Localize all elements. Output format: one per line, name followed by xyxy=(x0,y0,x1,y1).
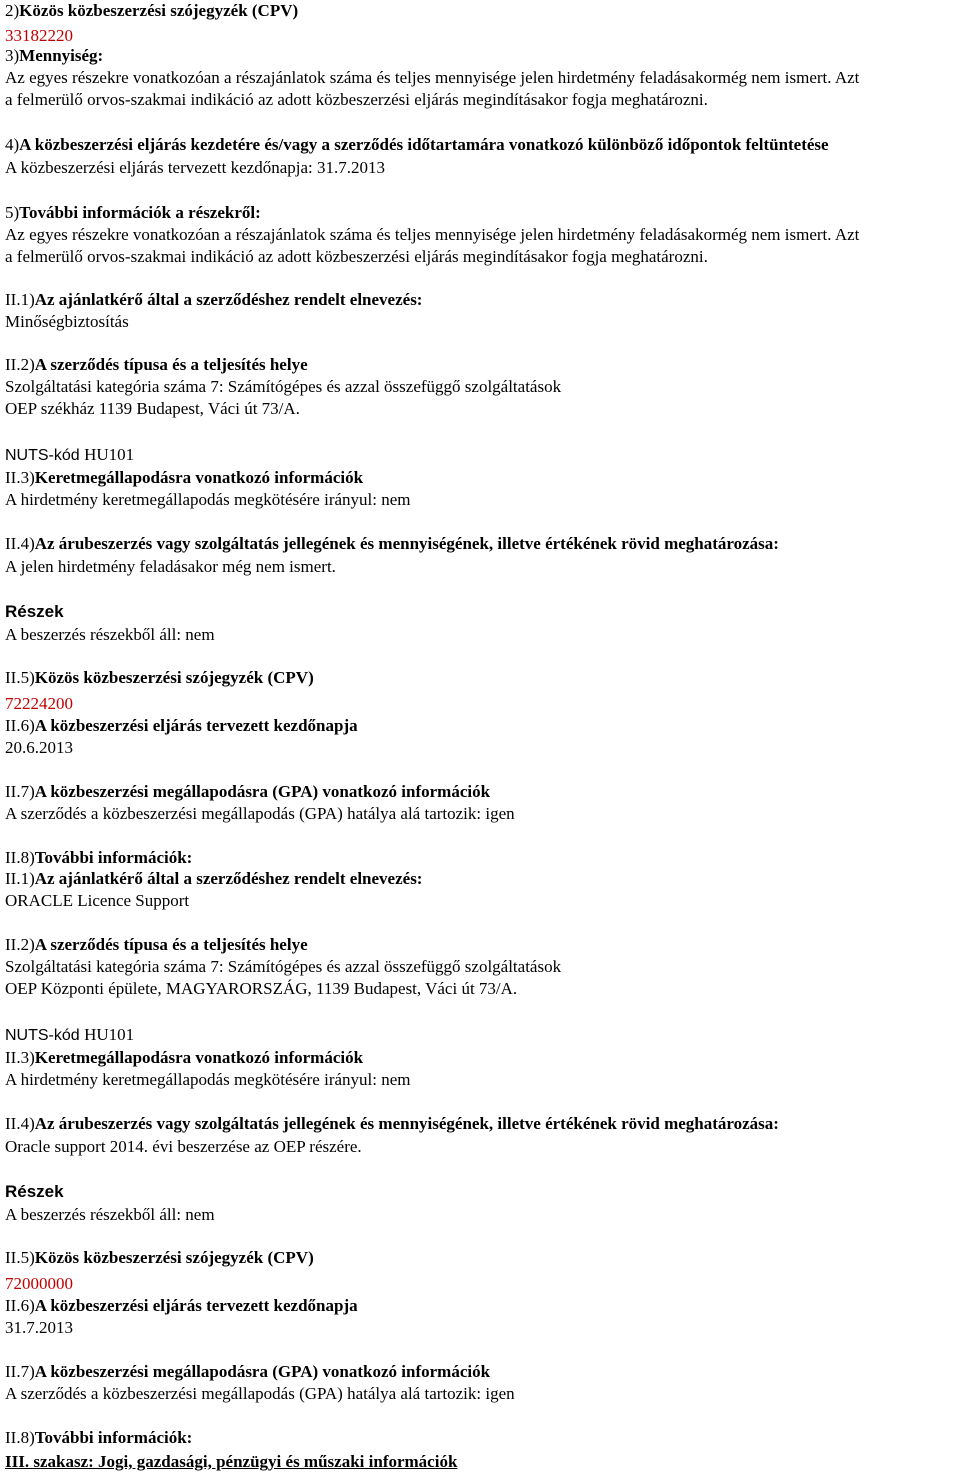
line-text: II.8) xyxy=(5,1428,35,1447)
line-text: HU101 xyxy=(84,445,135,464)
line-text: II.3) xyxy=(5,468,35,487)
section-heading: III. szakasz: Jogi, gazdasági, pénzügyi és műszaki információk xyxy=(5,1452,458,1471)
document-line xyxy=(5,782,490,802)
document-line xyxy=(5,979,517,999)
document-line xyxy=(5,602,64,622)
section-heading: A közbeszerzési eljárás tervezett kezdőnapja xyxy=(34,1296,358,1315)
section-heading: A közbeszerzési megállapodásra (GPA) vonatkozó információk xyxy=(34,782,491,801)
section-heading: Keretmegállapodásra vonatkozó információk xyxy=(34,468,364,487)
document-line xyxy=(5,90,708,110)
document-line xyxy=(5,203,261,223)
document-line xyxy=(5,1114,779,1134)
document-line xyxy=(5,957,561,977)
line-text: 5) xyxy=(5,203,20,222)
line-text: A szerződés a közbeszerzési megállapodás (GPA) hatálya alá tartozik: igen xyxy=(5,804,515,823)
section-heading: A közbeszerzési eljárás kezdetére és/vagy a szerződés időtartamára vonatkozó különböző időpontok feltüntetése xyxy=(19,135,829,154)
line-text: Szolgáltatási kategória száma 7: Számítógépes és azzal összefüggő szolgáltatások xyxy=(5,377,562,396)
document-line xyxy=(5,399,300,419)
line-text: II.1) xyxy=(5,869,35,888)
line-text: A szerződés a közbeszerzési megállapodás (GPA) hatálya alá tartozik: igen xyxy=(5,1384,515,1403)
line-text: Oracle support 2014. évi beszerzése az OEP részére. xyxy=(5,1137,362,1156)
line-text: A beszerzés részekből áll: nem xyxy=(5,1205,215,1224)
line-text: A hirdetmény keretmegállapodás megkötésére irányul: nem xyxy=(5,490,411,509)
line-text: A beszerzés részekből áll: nem xyxy=(5,625,215,644)
section-heading: Keretmegállapodásra vonatkozó információk xyxy=(34,1048,364,1067)
line-text: A közbeszerzési eljárás tervezett kezdőnapja: 31.7.2013 xyxy=(5,158,385,177)
line-text: II.6) xyxy=(5,716,35,735)
document-line xyxy=(5,1048,363,1068)
section-heading: Az árubeszerzés vagy szolgáltatás jellegének és mennyiségének, illetve értékének rövid meghatározása: xyxy=(34,534,779,553)
line-text: II.3) xyxy=(5,1048,35,1067)
line-text: II.6) xyxy=(5,1296,35,1315)
line-text: 33182220 xyxy=(5,26,73,45)
document-line xyxy=(5,1205,215,1225)
document-line xyxy=(5,377,561,397)
document-line xyxy=(5,1070,411,1090)
line-text: OEP Központi épülete, MAGYARORSZÁG, 1139 Budapest, Váci út 73/A. xyxy=(5,979,518,998)
section-heading: Az ajánlatkérő által a szerződéshez rendelt elnevezés: xyxy=(34,869,423,888)
section-heading: A közbeszerzési eljárás tervezett kezdőnapja xyxy=(34,716,358,735)
document-line xyxy=(5,625,215,645)
section-heading: További információk: xyxy=(34,848,193,867)
document-line xyxy=(5,1248,314,1268)
line-text: 72000000 xyxy=(5,1274,73,1293)
document-line xyxy=(5,247,708,267)
line-text: Az egyes részekre vonatkozóan a részajánlatok száma és teljes mennyisége jelen hirdetmény feladásakormég nem ismert. Azt xyxy=(5,225,860,244)
section-heading: További információk a részekről: xyxy=(19,203,261,222)
document-line xyxy=(5,26,73,46)
document-line xyxy=(5,869,422,889)
document-line xyxy=(5,1452,457,1472)
document-line xyxy=(5,1296,358,1316)
document-line xyxy=(5,468,363,488)
document-line xyxy=(5,1137,362,1157)
section-heading: Közös közbeszerzési szójegyzék (CPV) xyxy=(34,1248,314,1267)
document-line xyxy=(5,1428,192,1448)
line-text: II.4) xyxy=(5,1114,35,1133)
line-text: ORACLE Licence Support xyxy=(5,891,190,910)
line-text: II.8) xyxy=(5,848,35,867)
document-line xyxy=(5,1274,73,1294)
line-text: II.2) xyxy=(5,355,35,374)
document-line xyxy=(5,668,314,688)
document-line xyxy=(5,1318,73,1338)
line-text: 20.6.2013 xyxy=(5,738,73,757)
line-text: Részek xyxy=(5,602,64,621)
document-line xyxy=(5,804,515,824)
line-text: II.5) xyxy=(5,668,35,687)
line-text: a felmerülő orvos-szakmai indikáció az adott közbeszerzési eljárás megindításakor fogja meghatározni. xyxy=(5,90,708,109)
line-text: A jelen hirdetmény feladásakor még nem ismert. xyxy=(5,557,336,576)
section-heading: Az árubeszerzés vagy szolgáltatás jellegének és mennyiségének, illetve értékének rövid meghatározása: xyxy=(34,1114,779,1133)
line-text: Az egyes részekre vonatkozóan a részajánlatok száma és teljes mennyisége jelen hirdetmény feladásakormég nem ismert. Azt xyxy=(5,68,860,87)
line-text: II.1) xyxy=(5,290,35,309)
section-heading: A szerződés típusa és a teljesítés helye xyxy=(34,935,308,954)
line-text: II.7) xyxy=(5,782,35,801)
line-text: NUTS-kód xyxy=(5,1027,85,1044)
line-text: a felmerülő orvos-szakmai indikáció az adott közbeszerzési eljárás megindításakor fogja meghatározni. xyxy=(5,247,708,266)
document-line xyxy=(5,694,73,714)
document-line xyxy=(5,490,411,510)
section-heading: Közös közbeszerzési szójegyzék (CPV) xyxy=(34,668,314,687)
document-line xyxy=(5,716,358,736)
section-heading: Mennyiség: xyxy=(19,46,104,65)
line-text: 3) xyxy=(5,46,20,65)
line-text: Részek xyxy=(5,1182,64,1201)
section-heading: További információk: xyxy=(34,1428,193,1447)
document-line xyxy=(5,534,779,554)
document-line xyxy=(5,290,422,310)
document-line xyxy=(5,935,308,955)
document-line xyxy=(5,848,192,868)
document-line xyxy=(5,1384,515,1404)
section-heading: Közös közbeszerzési szójegyzék (CPV) xyxy=(19,1,299,20)
document-line xyxy=(5,68,859,88)
document-line xyxy=(5,1,298,21)
line-text: II.4) xyxy=(5,534,35,553)
line-text: OEP székház 1139 Budapest, Váci út 73/A. xyxy=(5,399,300,418)
document-line xyxy=(5,891,189,911)
document-line xyxy=(5,1182,64,1202)
line-text: NUTS-kód xyxy=(5,447,85,464)
line-text: Szolgáltatási kategória száma 7: Számítógépes és azzal összefüggő szolgáltatások xyxy=(5,957,562,976)
line-text: Minőségbiztosítás xyxy=(5,312,129,331)
document-line xyxy=(5,312,129,332)
document-line xyxy=(5,738,73,758)
line-text: II.5) xyxy=(5,1248,35,1267)
document-line xyxy=(5,1025,134,1046)
document-line xyxy=(5,46,103,66)
line-text: 4) xyxy=(5,135,20,154)
line-text: II.2) xyxy=(5,935,35,954)
line-text: A hirdetmény keretmegállapodás megkötésére irányul: nem xyxy=(5,1070,411,1089)
line-text: 31.7.2013 xyxy=(5,1318,73,1337)
document-line xyxy=(5,445,134,466)
section-heading: Az ajánlatkérő által a szerződéshez rendelt elnevezés: xyxy=(34,290,423,309)
line-text: 72224200 xyxy=(5,694,73,713)
section-heading: A szerződés típusa és a teljesítés helye xyxy=(34,355,308,374)
line-text: 2) xyxy=(5,1,20,20)
document-line xyxy=(5,557,336,577)
line-text: II.7) xyxy=(5,1362,35,1381)
document-line xyxy=(5,355,308,375)
line-text: HU101 xyxy=(84,1025,135,1044)
document-line xyxy=(5,135,829,155)
document-line xyxy=(5,225,859,245)
section-heading: A közbeszerzési megállapodásra (GPA) vonatkozó információk xyxy=(34,1362,491,1381)
document-line xyxy=(5,1362,490,1382)
document-line xyxy=(5,158,385,178)
